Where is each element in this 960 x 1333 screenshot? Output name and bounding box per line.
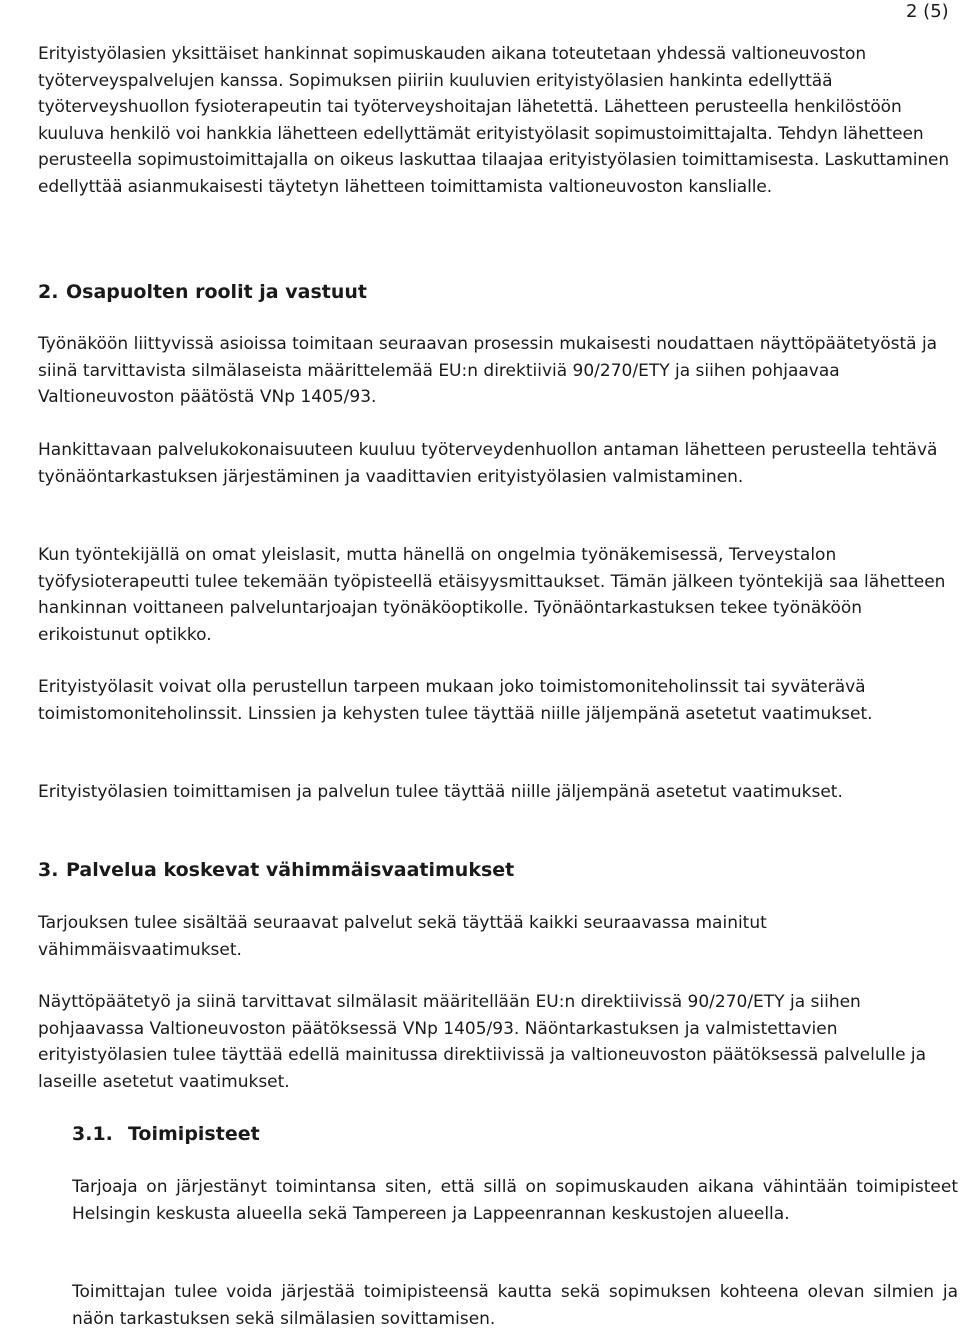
paragraph: Kun työntekijällä on omat yleislasit, mutta hänellä on ongelmia työnäkemisessä, Terveystalon työfysioterapeutti tulee tekemään työpisteellä etäisyysmittaukset. Tämän jälkeen työntekijä saa lähetteen hankinnan voittaneen palveluntarjoajan työnäköoptikolle. Työnäöntarkastuksen tekee työnäköön erikoistunut optikko. <box>38 545 946 645</box>
section-heading-3 <box>38 857 514 883</box>
paragraph: Tarjouksen tulee sisältää seuraavat palvelut sekä täyttää kaikki seuraavassa mainitut vähimmäisvaatimukset. <box>38 913 767 960</box>
paragraph: Näyttöpäätetyö ja siinä tarvittavat silmälasit määritellään EU:n direktiivissä 90/270/ETY ja siihen pohjaavassa Valtioneuvoston päätöksessä VNp 1405/93. Näöntarkastuksen ja valmistettavien erityistyölasien tulee täyttää edellä mainitussa direktiivissä ja valtioneuvoston päätöksessä palvelulle ja laseille asetetut vaatimukset. <box>38 992 927 1092</box>
paragraph: Työnäköön liittyvissä asioissa toimitaan seuraavan prosessin mukaisesti noudattaen näyttöpäätetyöstä ja siinä tarvittavista silmälaseista määrittelemää EU:n direktiiviä 90/270/ETY ja siihen pohjaavaa Valtioneuvoston päätöstä VNp 1405/93. <box>38 334 938 407</box>
intro-paragraph: Erityistyölasien yksittäiset hankinnat sopimuskauden aikana toteutetaan yhdessä valtioneuvoston työterveyspalvelujen kanssa. Sopimuksen piiriin kuuluvien erityistyölasien hankinta edellyttää työterveyshuollon fysioterapeutin tai työterveyshoitajan lähetettä. Lähetteen perusteella henkilöstöön kuuluva henkilö voi hankkia lähetteen edellyttämät erityistyölasit sopimustoimittajalta. Tehdyn lähetteen perusteella sopimustoimittajalla on oikeus laskuttaa tilaajaa erityistyölasien toimittamisesta. Laskuttaminen edellyttää asianmukaisesti täytetyn lähetteen toimittamista valtioneuvoston kanslialle. <box>38 44 950 197</box>
paragraph: Toimittajan tulee voida järjestää toimipisteensä kautta sekä sopimuksen kohteena olevan silmien ja näön tarkastuksen sekä silmälasien sovittamisen. <box>72 1282 958 1329</box>
paragraph: Erityistyölasien toimittamisen ja palvelun tulee täyttää niille jäljempänä asetetut vaatimukset. <box>38 782 843 802</box>
section-heading-2 <box>38 279 367 305</box>
section-title: Palvelua koskevat vähimmäisvaatimukset <box>66 859 515 881</box>
subsection-number: 3.1. <box>72 1123 113 1145</box>
paragraph: Hankittavaan palvelukokonaisuuteen kuuluu työterveydenhuollon antaman lähetteen perusteella tehtävä työnäöntarkastuksen järjestäminen ja vaadittavien erityistyölasien valmistaminen. <box>38 440 938 487</box>
subsection-title: Toimipisteet <box>128 1123 260 1145</box>
paragraph: Erityistyölasit voivat olla perustellun tarpeen mukaan joko toimistomoniteholinssit tai syväterävä toimistomoniteholinssit. Linssien ja kehysten tulee täyttää niille jäljempänä asetetut vaatimukset. <box>38 677 873 724</box>
section-title: Osapuolten roolit ja vastuut <box>66 281 367 303</box>
section-number: 2. <box>38 281 59 303</box>
page-number: 2 (5) <box>906 1 949 22</box>
section-number: 3. <box>38 859 59 881</box>
subsection-heading-3-1 <box>72 1121 260 1147</box>
paragraph: Tarjoaja on järjestänyt toimintansa siten, että sillä on sopimuskauden aikana vähintään toimipisteet Helsingin keskusta alueella sekä Tampereen ja Lappeenrannan keskustojen alueella. <box>72 1177 958 1224</box>
